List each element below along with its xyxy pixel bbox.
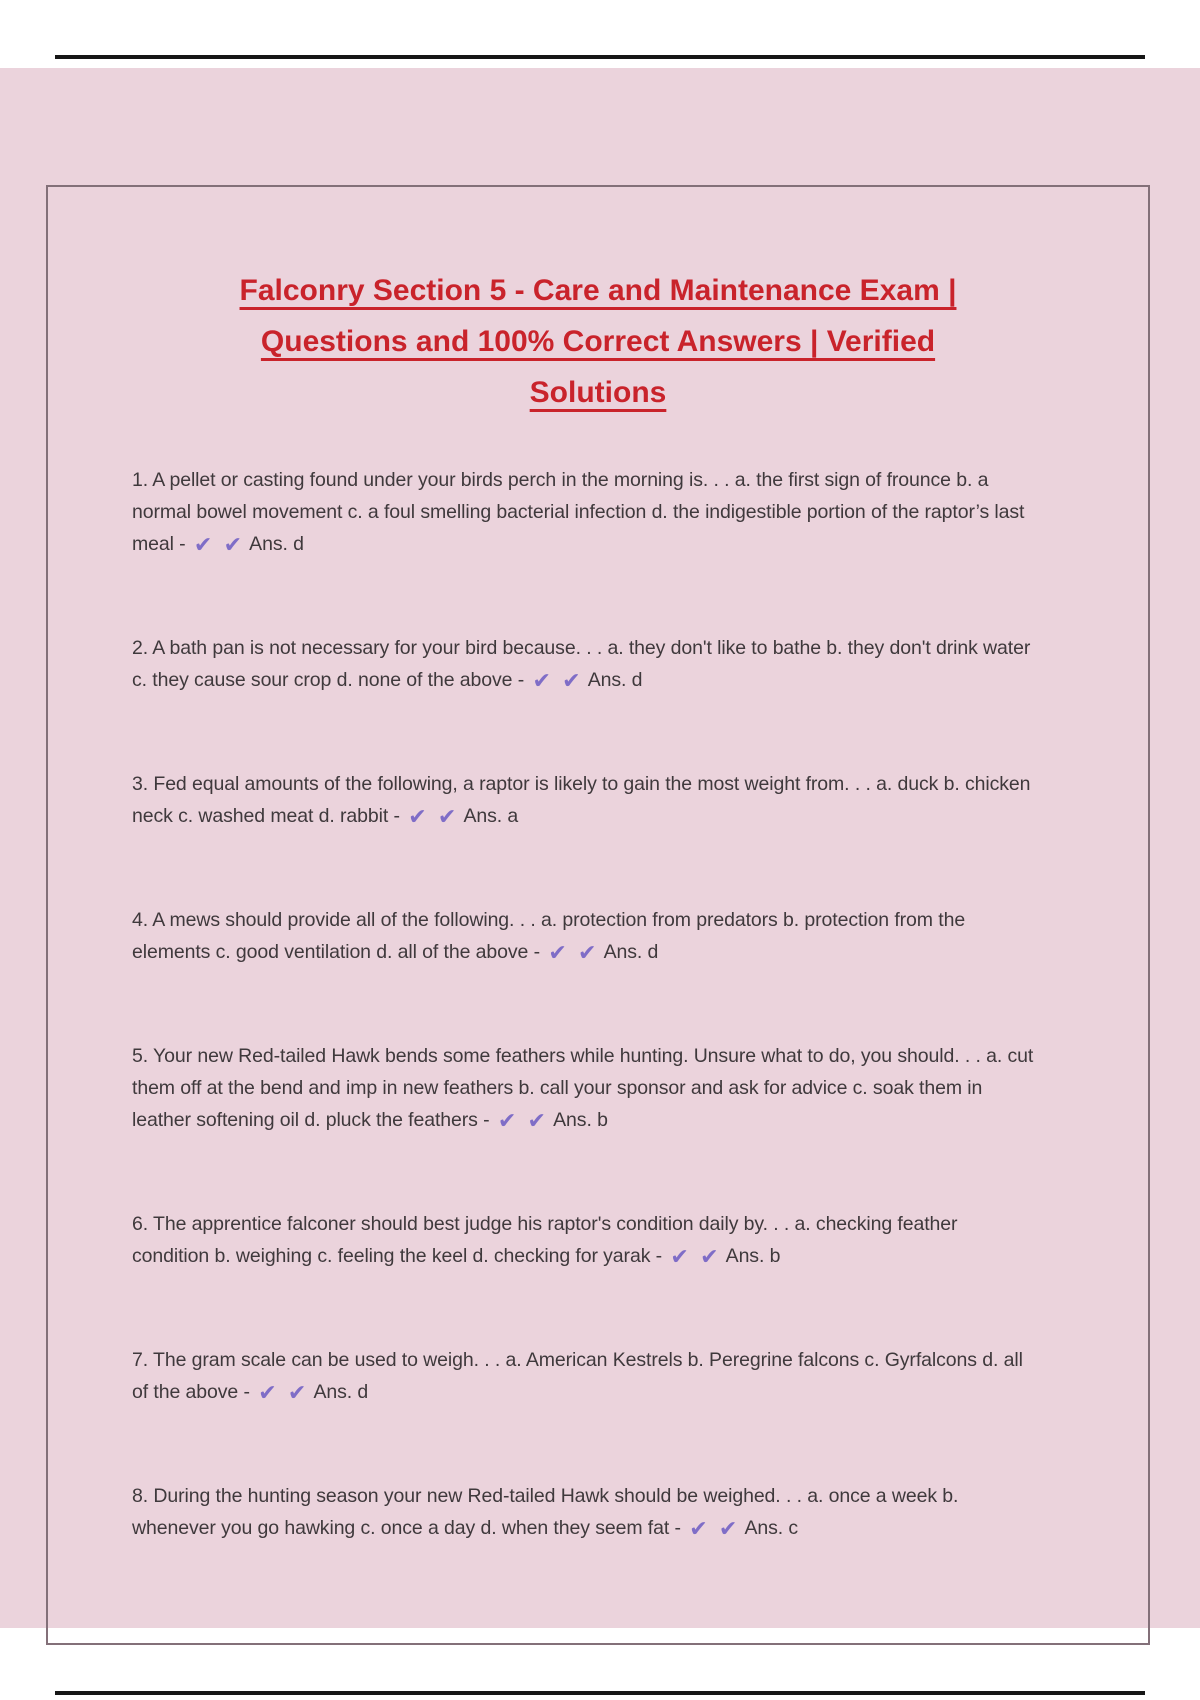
bottom-divider-rule — [55, 1691, 1145, 1695]
answer-label: Ans. d — [587, 669, 643, 691]
questions-list — [48, 464, 1148, 1544]
question-item-4 — [132, 904, 1036, 968]
check-icon: ✔ — [689, 1516, 708, 1541]
question-text: 3. Fed equal amounts of the following, a raptor is likely to gain the most weight from. . . a. duck b. chicken neck c. washed meat d. rabbit - — [132, 773, 1031, 827]
question-text: 4. A mews should provide all of the following. . . a. protection from predators b. protection from the elements c. good ventilation d. all of the above - — [132, 909, 966, 963]
check-icon: ✔ — [670, 1244, 689, 1269]
exam-title-line-3: Solutions — [529, 376, 667, 409]
answer-label: Ans. d — [603, 941, 659, 963]
question-item-3 — [132, 768, 1036, 832]
question-text: 2. A bath pan is not necessary for your bird because. . . a. they don't like to bathe b. they don't drink water c. they cause sour crop d. none of the above - — [132, 637, 1031, 691]
check-icon: ✔ — [532, 668, 551, 693]
question-item-2 — [132, 632, 1036, 696]
answer-label: Ans. b — [725, 1245, 781, 1267]
check-icon: ✔ — [718, 1516, 738, 1541]
check-icon: ✔ — [408, 804, 427, 829]
question-item-5 — [132, 1040, 1036, 1136]
exam-title-line-1: Falconry Section 5 - Care and Maintenance Exam | — [239, 274, 957, 307]
question-text: 5. Your new Red-tailed Hawk bends some feathers while hunting. Unsure what to do, you should. . . a. cut them off at the bend and imp in new feathers b. call your sponsor and ask for advice c. soak them in leather softening oil d. pluck the feathers - — [132, 1045, 1034, 1131]
question-item-6 — [132, 1208, 1036, 1272]
question-text: 6. The apprentice falconer should best judge his raptor's condition daily by. . . a. checking feather condition b. weighing c. feeling the keel d. checking for yarak - — [132, 1213, 958, 1267]
check-icon: ✔ — [223, 532, 242, 557]
check-icon: ✔ — [562, 668, 581, 693]
answer-label: Ans. c — [744, 1517, 799, 1539]
check-icon: ✔ — [258, 1380, 277, 1405]
content-frame — [46, 185, 1150, 1645]
pink-page-background — [0, 68, 1200, 1628]
top-divider-rule — [55, 55, 1145, 59]
check-icon: ✔ — [193, 532, 213, 557]
question-text: 1. A pellet or casting found under your birds perch in the morning is. . . a. the first sign of frounce b. a normal bowel movement c. a foul smelling bacterial infection d. the indigestible portion of the raptor’s last meal - — [132, 469, 1025, 555]
question-item-1 — [132, 464, 1036, 560]
question-text: 8. During the hunting season your new Red-tailed Hawk should be weighed. . . a. once a week b. whenever you go hawking c. once a day d. when they seem fat - — [132, 1485, 959, 1539]
question-item-7 — [132, 1344, 1036, 1408]
question-text: 7. The gram scale can be used to weigh. . . a. American Kestrels b. Peregrine falcons c. Gyrfalcons d. all of the above - — [132, 1349, 1023, 1403]
answer-label: Ans. d — [249, 533, 304, 555]
answer-label: Ans. d — [313, 1381, 369, 1403]
check-icon: ✔ — [497, 1108, 517, 1133]
answer-label: Ans. a — [463, 805, 519, 827]
check-icon: ✔ — [578, 940, 597, 965]
exam-title-line-2: Questions and 100% Correct Answers | Verified — [260, 325, 936, 358]
check-icon: ✔ — [700, 1244, 719, 1269]
question-item-8 — [132, 1480, 1036, 1544]
exam-title — [48, 265, 1148, 418]
check-icon: ✔ — [527, 1108, 546, 1133]
check-icon: ✔ — [548, 940, 567, 965]
check-icon: ✔ — [437, 804, 457, 829]
check-icon: ✔ — [287, 1380, 307, 1405]
answer-label: Ans. b — [553, 1109, 608, 1131]
